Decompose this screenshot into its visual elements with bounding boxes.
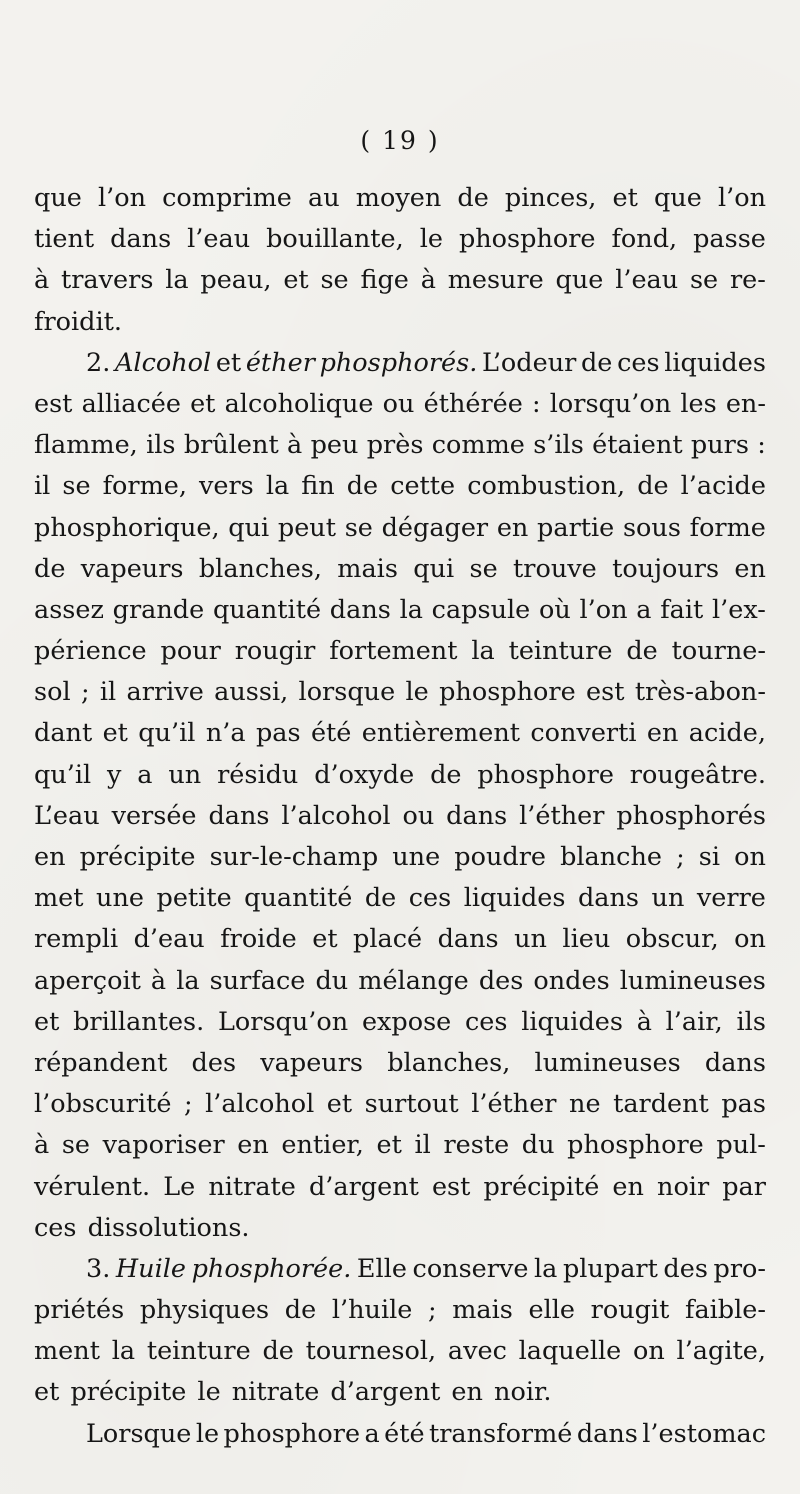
word: et xyxy=(376,1130,402,1161)
word: de xyxy=(626,636,658,667)
text-line xyxy=(34,343,766,384)
word: tient xyxy=(34,224,95,255)
word: est xyxy=(34,388,73,419)
word: l’estomac xyxy=(642,1418,766,1449)
word: mélange xyxy=(358,965,469,996)
word: répandent xyxy=(34,1047,168,1078)
text-line xyxy=(34,425,766,466)
word: dans xyxy=(437,924,499,955)
word: si xyxy=(698,842,721,872)
text-line xyxy=(34,919,766,960)
word: lorsqu’on xyxy=(549,388,672,419)
word: sous xyxy=(622,512,681,543)
word: une xyxy=(392,842,441,872)
word: dans xyxy=(704,1047,766,1078)
word: tardent xyxy=(613,1089,709,1120)
word: mais xyxy=(337,553,398,584)
word: entièrement xyxy=(361,718,520,749)
word: ces xyxy=(408,883,452,914)
word: l’on xyxy=(579,594,628,625)
word: le xyxy=(419,224,443,255)
word: comme xyxy=(431,430,525,461)
text-line xyxy=(34,755,766,796)
word: tournesol, xyxy=(305,1336,437,1367)
word: avec xyxy=(447,1336,507,1367)
word: aussi, xyxy=(214,677,289,708)
word: phosphore xyxy=(223,1418,361,1449)
word: dant xyxy=(34,718,93,749)
word: un xyxy=(651,883,685,914)
word: noir xyxy=(657,1171,710,1202)
word: des xyxy=(478,965,524,996)
word: comprime xyxy=(162,183,292,213)
word: et xyxy=(34,1006,60,1037)
text-line xyxy=(34,1002,766,1043)
word: et xyxy=(215,347,242,378)
word: la xyxy=(471,636,495,667)
word: lieu xyxy=(562,924,611,955)
word: met xyxy=(34,883,84,914)
word: périence xyxy=(34,636,147,667)
word: ils xyxy=(736,1006,766,1037)
word: l’acide xyxy=(680,471,766,502)
word: phosphorique, xyxy=(34,512,220,543)
word: été xyxy=(310,718,352,749)
word: se xyxy=(62,471,91,502)
word: acide, xyxy=(688,718,766,749)
text-line xyxy=(34,178,766,219)
word: grande xyxy=(112,594,205,625)
word: dans xyxy=(446,800,508,831)
word: on xyxy=(633,1336,665,1367)
word: qu’il xyxy=(34,759,92,790)
word: rougit xyxy=(590,1295,670,1326)
italic-word: Alcohol xyxy=(115,347,212,378)
word: liquides xyxy=(664,347,766,378)
word: poudre xyxy=(454,842,546,872)
word: phosphore xyxy=(477,759,614,790)
word: pinces, xyxy=(504,183,597,213)
word: on xyxy=(734,924,766,955)
text-line xyxy=(34,837,766,878)
word: fige xyxy=(360,265,409,296)
word: des xyxy=(663,1253,708,1284)
word: du xyxy=(521,1130,555,1161)
word: peu xyxy=(310,430,359,461)
word: Le xyxy=(163,1171,196,1202)
word: capsule xyxy=(431,594,531,625)
word: pas xyxy=(255,718,301,749)
word: blanches, xyxy=(387,1047,511,1078)
word: de xyxy=(457,183,489,213)
word: l’alcohol xyxy=(281,800,391,831)
word: l’huile xyxy=(331,1295,413,1326)
word: pour xyxy=(160,636,221,667)
word: combustion, xyxy=(467,471,626,502)
word: en xyxy=(612,1171,644,1202)
word: alliacée xyxy=(81,388,181,419)
word: l’agite, xyxy=(676,1336,766,1367)
word: au xyxy=(308,183,340,213)
word: brûlent xyxy=(183,430,279,461)
word: de xyxy=(430,759,462,790)
word: Elle xyxy=(356,1253,407,1284)
word: passe xyxy=(693,224,766,255)
word: l’eau xyxy=(615,265,679,296)
word: obscur, xyxy=(625,924,719,955)
word: lumineuses xyxy=(534,1047,681,1078)
word: teinture xyxy=(146,1336,251,1367)
word: reste xyxy=(443,1130,510,1161)
word: lorsque xyxy=(298,677,396,708)
word: à xyxy=(34,265,50,296)
word: très-abon- xyxy=(634,677,766,708)
word: la xyxy=(265,471,290,502)
word: peut xyxy=(277,512,336,543)
word: l’ex- xyxy=(712,594,766,625)
word: y xyxy=(107,759,122,790)
word: qui xyxy=(413,553,455,584)
word: un xyxy=(168,759,202,790)
word: l’éther xyxy=(471,1089,557,1120)
word: en xyxy=(34,842,66,872)
text-line xyxy=(34,672,766,713)
word: à xyxy=(636,1006,652,1037)
word: en xyxy=(237,1130,269,1161)
word: l’air, xyxy=(665,1006,723,1037)
word: nitrate xyxy=(208,1171,296,1202)
word: du xyxy=(315,965,349,996)
word: en xyxy=(646,718,679,749)
word: la xyxy=(111,1336,136,1367)
text-line xyxy=(34,1084,766,1125)
word: flamme, xyxy=(34,430,138,461)
word: liquides xyxy=(463,883,566,914)
word: alcoholique xyxy=(224,388,374,419)
word: ; xyxy=(676,842,685,872)
word: est xyxy=(431,1171,471,1202)
text-line xyxy=(34,1331,766,1372)
word: surtout xyxy=(364,1089,459,1120)
word: elle xyxy=(528,1295,576,1326)
word: on xyxy=(734,842,766,872)
body-text xyxy=(34,178,766,1455)
word: vaporiser xyxy=(102,1130,225,1161)
word: en- xyxy=(725,388,766,419)
word: : xyxy=(532,388,541,419)
text-line xyxy=(34,961,766,1002)
text-line xyxy=(34,1249,766,1290)
word: dans xyxy=(208,800,270,831)
word: fond, xyxy=(611,224,678,255)
word: froide xyxy=(220,924,297,955)
word: ; xyxy=(80,677,90,708)
word: qui xyxy=(228,512,270,543)
word: d’argent xyxy=(308,1171,419,1202)
word: fait xyxy=(660,594,704,625)
word: à xyxy=(150,965,167,996)
text-line xyxy=(34,1290,766,1331)
word: aperçoit xyxy=(34,965,141,996)
word: et xyxy=(312,924,338,955)
word: priétés xyxy=(34,1295,125,1326)
word: forme, xyxy=(102,471,187,502)
word: l’on xyxy=(97,183,147,213)
word: dans xyxy=(329,594,391,625)
word: verre xyxy=(696,883,766,914)
word: et xyxy=(190,388,216,419)
word: s’ils xyxy=(533,430,584,461)
word: phosphorés xyxy=(616,800,766,831)
word: l’on xyxy=(717,183,766,213)
word: un xyxy=(514,924,547,955)
word: quantité xyxy=(244,883,353,914)
word: l’obscurité xyxy=(34,1089,172,1120)
word: de xyxy=(284,1295,317,1326)
word: se xyxy=(61,1130,91,1161)
word: 3. xyxy=(86,1253,111,1284)
word: vapeurs xyxy=(260,1047,364,1078)
word: d’eau xyxy=(133,924,205,955)
word: dans xyxy=(577,883,640,914)
word: les xyxy=(680,388,717,419)
word: sur-le-champ xyxy=(209,842,379,872)
text-line xyxy=(34,1125,766,1166)
word: pas xyxy=(721,1089,766,1120)
text-line xyxy=(34,1208,766,1249)
word: il xyxy=(34,471,51,502)
word: liquides xyxy=(521,1006,623,1037)
word: purs xyxy=(690,430,749,461)
word: bouillante, xyxy=(266,224,404,255)
word: re- xyxy=(729,265,766,296)
word: phosphore xyxy=(439,677,576,708)
italic-word: phosphorés. xyxy=(319,347,478,378)
word: petite xyxy=(156,883,232,914)
text-line xyxy=(34,1414,766,1455)
word: ment xyxy=(34,1336,100,1367)
text-line xyxy=(34,1167,766,1208)
word: précipite xyxy=(79,842,196,872)
word: ; xyxy=(183,1089,193,1120)
word: la xyxy=(399,594,423,625)
word: moyen xyxy=(355,183,442,213)
word: mais xyxy=(452,1295,513,1326)
word: converti xyxy=(530,718,637,749)
word: étaient xyxy=(592,430,683,461)
word: : xyxy=(757,430,766,461)
word: l’éther xyxy=(519,800,605,831)
word: ils xyxy=(146,430,176,461)
word: pro- xyxy=(713,1253,766,1284)
word: quantité xyxy=(212,594,322,625)
word: de xyxy=(364,883,397,914)
word: assez xyxy=(34,594,104,625)
word: sol xyxy=(34,677,71,708)
word: ondes xyxy=(533,965,610,996)
word: Lorsqu’on xyxy=(217,1006,349,1037)
word: la xyxy=(165,265,189,296)
italic-word: Huile xyxy=(115,1253,186,1284)
word: transformé xyxy=(428,1418,573,1449)
page-number: ( 19 ) xyxy=(360,126,440,155)
italic-word: éther xyxy=(245,347,315,378)
word: à xyxy=(287,430,303,461)
italic-word: phosphorée. xyxy=(191,1253,352,1284)
text-line xyxy=(34,466,766,507)
word: en xyxy=(734,553,766,584)
word: qu’il xyxy=(138,718,196,749)
word: expose xyxy=(361,1006,452,1037)
word: se xyxy=(320,265,349,296)
word: dans xyxy=(576,1418,638,1449)
word: toujours xyxy=(612,553,720,584)
word: que xyxy=(555,265,604,296)
word: se xyxy=(469,553,498,584)
word: brillantes. xyxy=(73,1006,205,1037)
word: forme xyxy=(689,512,766,543)
word: le xyxy=(405,677,429,708)
word: il xyxy=(99,677,117,708)
word: vapeurs xyxy=(80,553,184,584)
word: et xyxy=(102,718,128,749)
word: plupart xyxy=(562,1253,658,1284)
word: éthérée xyxy=(423,388,523,419)
word: de xyxy=(580,347,613,378)
word: cette xyxy=(390,471,456,502)
word: fortement xyxy=(329,636,458,667)
word: Lorsque xyxy=(86,1418,192,1449)
word: la xyxy=(176,965,200,996)
word: dans xyxy=(110,224,172,255)
word: surface xyxy=(209,965,306,996)
word: L’eau xyxy=(34,800,100,831)
word: et xyxy=(326,1089,353,1120)
word: entier, xyxy=(281,1130,364,1161)
word: à xyxy=(34,1130,50,1161)
word: travers xyxy=(61,265,154,296)
word: L’odeur xyxy=(482,347,577,378)
word: où xyxy=(538,594,571,625)
word: lumineuses xyxy=(619,965,766,996)
text-line xyxy=(34,508,766,549)
word: a xyxy=(364,1418,380,1449)
word: ces xyxy=(465,1006,508,1037)
word: tourne- xyxy=(671,636,766,667)
word: ; xyxy=(428,1295,437,1326)
word: arrive xyxy=(126,677,204,708)
text-line xyxy=(34,219,766,260)
word: d’oxyde xyxy=(314,759,415,790)
word: la xyxy=(534,1253,558,1284)
word: rempli xyxy=(34,924,119,955)
word: ne xyxy=(569,1089,601,1120)
word: teinture xyxy=(508,636,613,667)
text-line xyxy=(34,1372,766,1413)
word: phosphore xyxy=(458,224,596,255)
text-line xyxy=(34,796,766,837)
word: de xyxy=(34,553,66,584)
word: le xyxy=(195,1418,220,1449)
word: partie xyxy=(537,512,615,543)
word: à xyxy=(420,265,436,296)
word: des xyxy=(191,1047,237,1078)
word: conserve xyxy=(412,1253,529,1284)
word: l’alcohol xyxy=(205,1089,315,1120)
word: peau, xyxy=(200,265,272,296)
text-line xyxy=(34,878,766,919)
word: ces xyxy=(617,347,660,378)
word: et xyxy=(612,183,638,213)
word: vers xyxy=(199,471,254,502)
word: que xyxy=(653,183,702,213)
text-line xyxy=(34,549,766,590)
word: se xyxy=(689,265,719,296)
word: par xyxy=(722,1171,766,1202)
word: phosphore xyxy=(567,1130,704,1161)
word: trouve xyxy=(513,553,597,584)
word: est xyxy=(586,677,625,708)
word: pul- xyxy=(716,1130,766,1161)
text-line xyxy=(34,384,766,425)
text-line xyxy=(34,1043,766,1084)
word: versée xyxy=(111,800,197,831)
word: se xyxy=(344,512,373,543)
word: fin xyxy=(301,471,335,502)
word: ou xyxy=(402,800,435,831)
text-line xyxy=(34,631,766,672)
word: précipité xyxy=(483,1171,600,1202)
word: résidu xyxy=(217,759,299,790)
word: rougeâtre. xyxy=(629,759,766,790)
word: de xyxy=(637,471,669,502)
word: n’a xyxy=(205,718,246,749)
word: blanches, xyxy=(198,553,322,584)
word: a xyxy=(636,594,652,625)
word: l’eau xyxy=(187,224,251,255)
text-segment: ces dissolutions. xyxy=(34,1212,250,1243)
word: que xyxy=(34,183,82,213)
text-line xyxy=(34,713,766,754)
word: mesure xyxy=(447,265,544,296)
text-line xyxy=(34,260,766,301)
word: ou xyxy=(382,388,415,419)
word: blanche xyxy=(560,842,662,872)
word: en xyxy=(496,512,529,543)
word: une xyxy=(96,883,144,914)
word: rougir xyxy=(234,636,316,667)
word: laquelle xyxy=(518,1336,622,1367)
word: il xyxy=(414,1130,431,1161)
word: 2. xyxy=(86,347,111,378)
word: près xyxy=(366,430,424,461)
text-line xyxy=(34,590,766,631)
word: vérulent. xyxy=(34,1171,151,1202)
word: faible- xyxy=(685,1295,766,1326)
word: de xyxy=(262,1336,294,1367)
word: placé xyxy=(353,924,423,955)
word: de xyxy=(346,471,379,502)
word: été xyxy=(384,1418,425,1449)
word: physiques xyxy=(139,1295,270,1326)
text-segment: et précipite le nitrate d’argent en noir. xyxy=(34,1377,552,1408)
word: a xyxy=(137,759,153,790)
text-segment: froidit. xyxy=(34,306,122,337)
word: dégager xyxy=(381,512,489,543)
word: et xyxy=(283,265,309,296)
text-line xyxy=(34,302,766,343)
